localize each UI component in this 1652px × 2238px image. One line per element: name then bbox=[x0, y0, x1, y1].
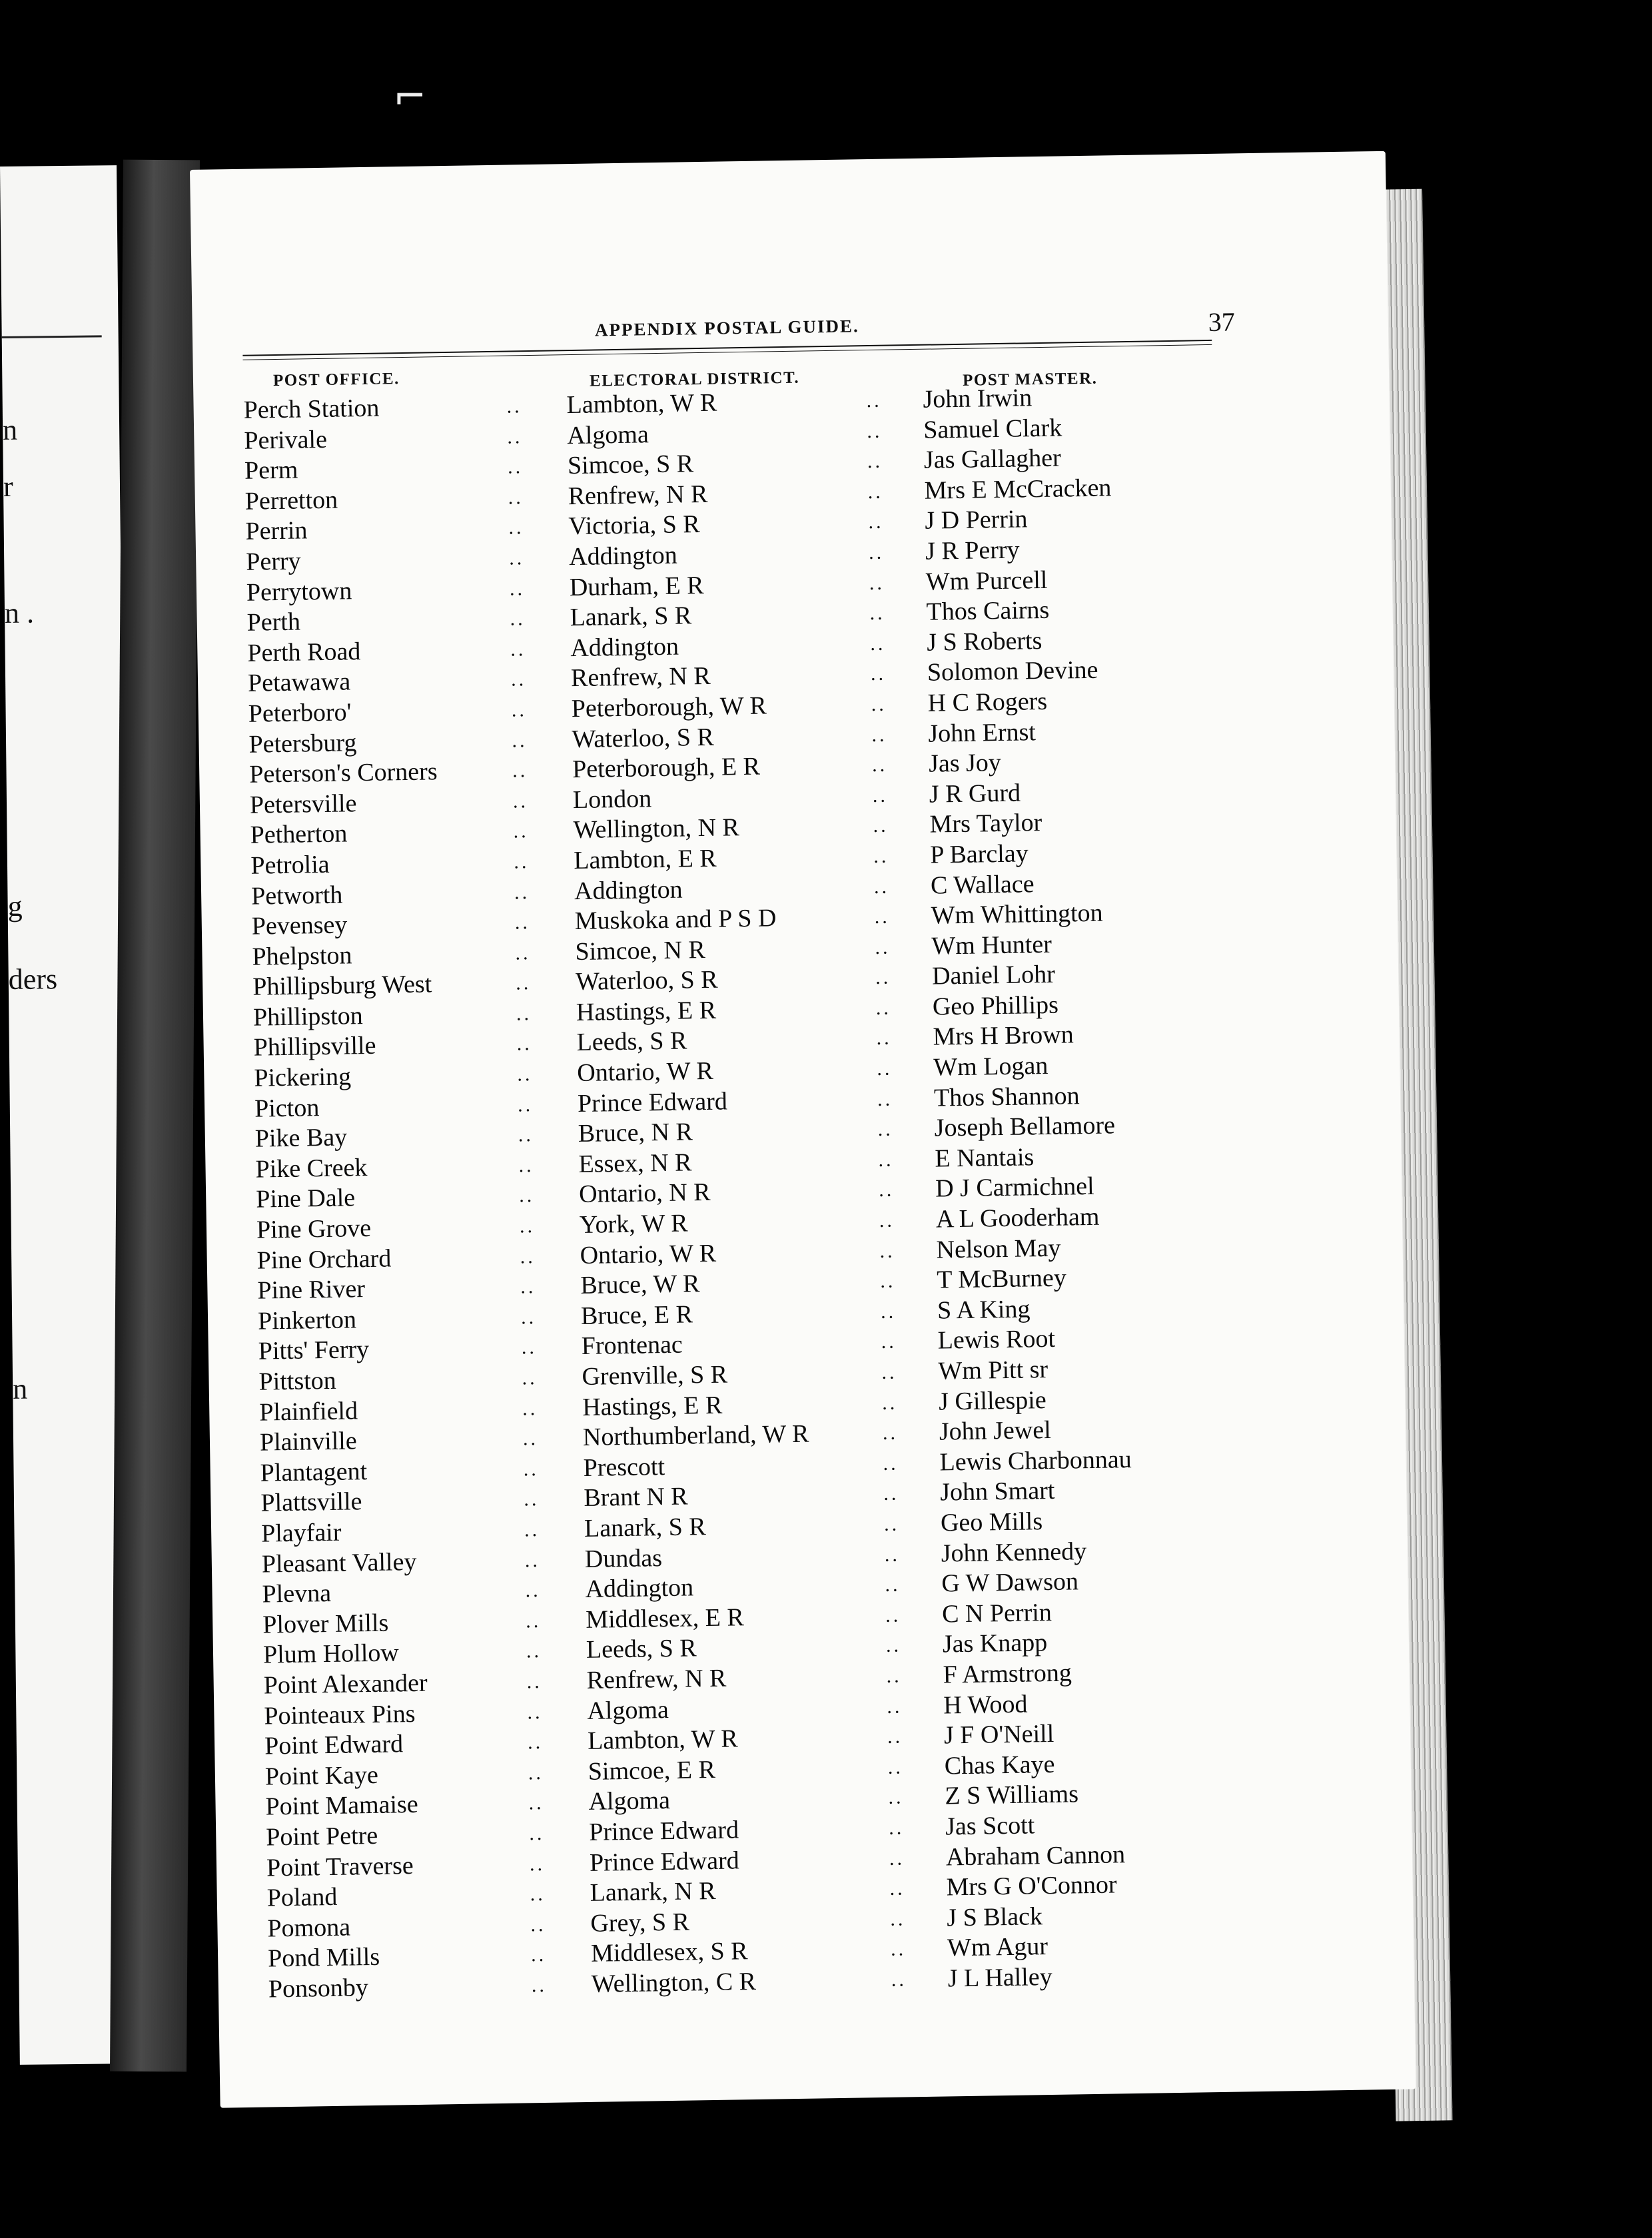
post-master-name: John Jewel bbox=[939, 1416, 1052, 1446]
post-office-name: Petawawa bbox=[247, 667, 351, 698]
previous-page-fragment: ders bbox=[8, 962, 58, 996]
electoral-district: Ontario, W R bbox=[577, 1056, 714, 1088]
leader-dots: .. bbox=[522, 1367, 538, 1389]
post-office-name: Plevna bbox=[262, 1579, 332, 1609]
column-header-post-office: POST OFFICE. bbox=[272, 370, 400, 390]
leader-dots: .. bbox=[881, 1391, 898, 1414]
leader-dots: .. bbox=[872, 784, 889, 807]
electoral-district: Grenville, S R bbox=[582, 1360, 728, 1391]
leader-dots: .. bbox=[514, 911, 531, 934]
leader-dots: .. bbox=[524, 1549, 541, 1571]
electoral-district: Durham, E R bbox=[569, 571, 704, 601]
post-office-name: Plattsville bbox=[260, 1487, 362, 1517]
leader-dots: .. bbox=[889, 1877, 905, 1900]
electoral-district: Prince Edward bbox=[577, 1087, 728, 1118]
leader-dots: .. bbox=[881, 1330, 897, 1353]
page-number: 37 bbox=[1208, 306, 1236, 338]
leader-dots: .. bbox=[524, 1488, 540, 1511]
post-master-name: Wm Whittington bbox=[931, 899, 1103, 930]
leader-dots: .. bbox=[879, 1240, 895, 1262]
electoral-district: Wellington, N R bbox=[573, 813, 740, 845]
post-master-name: H Wood bbox=[943, 1690, 1028, 1720]
electoral-district: Algoma bbox=[588, 1786, 671, 1816]
post-office-name: Pine Grove bbox=[256, 1214, 372, 1244]
post-master-name: John Smart bbox=[940, 1477, 1055, 1507]
leader-dots: .. bbox=[889, 1846, 905, 1870]
electoral-district: York, W R bbox=[579, 1209, 688, 1240]
electoral-district: Simcoe, E R bbox=[588, 1755, 716, 1786]
post-master-name: Jas Scott bbox=[945, 1811, 1035, 1841]
leader-dots: .. bbox=[530, 1944, 547, 1966]
leader-dots: .. bbox=[515, 972, 532, 994]
leader-dots: .. bbox=[879, 1209, 895, 1232]
leader-dots: .. bbox=[870, 663, 887, 685]
post-office-name: Pond Mills bbox=[267, 1943, 380, 1973]
post-office-name: Pinkerton bbox=[257, 1306, 357, 1335]
electoral-district: Renfrew, N R bbox=[570, 662, 711, 693]
leader-dots: .. bbox=[507, 456, 524, 478]
post-office-name: Perivale bbox=[244, 425, 328, 455]
previous-page-fragment: r bbox=[3, 470, 13, 503]
electoral-district: Peterborough, W R bbox=[571, 691, 767, 723]
electoral-district: Muskoka and P S D bbox=[574, 904, 777, 936]
electoral-district: Lambton, W R bbox=[566, 388, 717, 420]
post-master-name: Chas Kaye bbox=[944, 1750, 1055, 1780]
post-master-name: Mrs E McCracken bbox=[924, 474, 1112, 505]
leader-dots: .. bbox=[868, 511, 884, 534]
electoral-district: Lanark, S R bbox=[570, 601, 692, 632]
electoral-district: Prince Edward bbox=[588, 1816, 739, 1846]
electoral-district: Leeds, S R bbox=[576, 1026, 687, 1057]
leader-dots: .. bbox=[523, 1457, 539, 1481]
electoral-district: Addington bbox=[568, 541, 678, 571]
electoral-district: Essex, N R bbox=[578, 1148, 692, 1178]
post-office-name: Plainville bbox=[259, 1427, 357, 1457]
electoral-district: Lanark, N R bbox=[590, 1877, 716, 1907]
post-office-name: Plover Mills bbox=[262, 1609, 389, 1639]
leader-dots: .. bbox=[873, 875, 890, 898]
electoral-district: Algoma bbox=[567, 420, 649, 450]
electoral-district: Addington bbox=[570, 632, 679, 662]
electoral-district: Grey, S R bbox=[590, 1908, 690, 1938]
electoral-district: Bruce, N R bbox=[578, 1118, 693, 1148]
leader-dots: .. bbox=[512, 789, 529, 813]
electoral-district: Lanark, S R bbox=[584, 1513, 707, 1543]
leader-dots: .. bbox=[509, 577, 526, 600]
post-master-name: John Ernst bbox=[928, 717, 1036, 748]
post-office-name: Pickering bbox=[254, 1062, 352, 1092]
leader-dots: .. bbox=[517, 1093, 534, 1116]
electoral-district: Bruce, E R bbox=[580, 1300, 693, 1330]
leader-dots: .. bbox=[881, 1361, 897, 1383]
leader-dots: .. bbox=[878, 1179, 895, 1202]
electoral-district: Prince Edward bbox=[589, 1846, 740, 1877]
leader-dots: .. bbox=[883, 1513, 900, 1535]
post-master-name: Jas Knapp bbox=[942, 1629, 1048, 1659]
electoral-district: Frontenac bbox=[581, 1331, 683, 1361]
post-office-table bbox=[243, 380, 1238, 2005]
leader-dots: .. bbox=[887, 1756, 904, 1778]
leader-dots: .. bbox=[530, 1883, 546, 1906]
leader-dots: .. bbox=[527, 1731, 544, 1754]
leader-dots: .. bbox=[528, 1792, 544, 1814]
post-office-name: Perretton bbox=[244, 486, 338, 516]
leader-dots: .. bbox=[867, 450, 883, 473]
leader-dots: .. bbox=[518, 1184, 535, 1207]
post-master-name: T McBurney bbox=[936, 1264, 1067, 1294]
electoral-district: Hastings, E R bbox=[576, 996, 717, 1026]
leader-dots: .. bbox=[525, 1579, 541, 1602]
post-office-name: Pointeaux Pins bbox=[264, 1699, 416, 1730]
post-office-name: Pomona bbox=[267, 1913, 351, 1943]
post-master-name: Geo Phillips bbox=[932, 990, 1059, 1021]
post-master-name: Wm Agur bbox=[947, 1932, 1048, 1962]
leader-dots: .. bbox=[867, 420, 883, 442]
electoral-district: Waterloo, S R bbox=[575, 965, 718, 996]
post-master-name: John Irwin bbox=[923, 384, 1032, 414]
leader-dots: .. bbox=[877, 1057, 893, 1080]
post-office-name: Petworth bbox=[250, 881, 343, 911]
leader-dots: .. bbox=[885, 1573, 901, 1597]
leader-dots: .. bbox=[519, 1215, 536, 1238]
leader-dots: .. bbox=[507, 425, 523, 448]
post-office-name: Plainfield bbox=[258, 1396, 358, 1427]
post-office-name: Point Petre bbox=[266, 1821, 378, 1852]
post-master-name: G W Dawson bbox=[941, 1567, 1079, 1598]
post-office-name: Pleasant Valley bbox=[261, 1547, 417, 1579]
leader-dots: .. bbox=[883, 1482, 899, 1505]
page bbox=[190, 151, 1416, 2108]
leader-dots: .. bbox=[871, 723, 887, 746]
leader-dots: .. bbox=[510, 637, 526, 661]
leader-dots: .. bbox=[522, 1397, 538, 1419]
leader-dots: .. bbox=[888, 1786, 904, 1809]
post-master-name: P Barclay bbox=[929, 839, 1029, 869]
leader-dots: .. bbox=[883, 1452, 899, 1475]
leader-dots: .. bbox=[508, 486, 524, 509]
electoral-district: Hastings, E R bbox=[582, 1391, 723, 1421]
post-office-name: Plum Hollow bbox=[262, 1639, 400, 1669]
post-office-name: Point Edward bbox=[264, 1730, 404, 1760]
leader-dots: .. bbox=[877, 1088, 893, 1110]
leader-dots: .. bbox=[874, 905, 891, 929]
post-office-name: Playfair bbox=[260, 1518, 342, 1548]
leader-dots: .. bbox=[513, 820, 529, 843]
leader-dots: .. bbox=[522, 1427, 539, 1450]
post-master-name: Joseph Bellamore bbox=[934, 1111, 1116, 1142]
electoral-district: Wellington, C R bbox=[591, 1967, 757, 1998]
leader-dots: .. bbox=[516, 1032, 532, 1055]
leader-dots: .. bbox=[524, 1518, 540, 1541]
post-master-name: Daniel Lohr bbox=[931, 960, 1056, 990]
electoral-district: Simcoe, S R bbox=[567, 450, 694, 480]
electoral-district: Renfrew, N R bbox=[586, 1664, 727, 1694]
post-master-name: H C Rogers bbox=[927, 687, 1048, 717]
column-header-electoral-district: ELECTORAL DISTRICT. bbox=[589, 368, 800, 390]
leader-dots: .. bbox=[506, 395, 522, 418]
leader-dots: .. bbox=[873, 814, 889, 837]
leader-dots: .. bbox=[515, 941, 531, 964]
leader-dots: .. bbox=[891, 1968, 907, 1991]
post-master-name: Mrs G O'Connor bbox=[946, 1870, 1117, 1902]
leader-dots: .. bbox=[876, 1027, 892, 1050]
post-master-name: Jas Joy bbox=[928, 749, 1002, 778]
post-master-name: Wm Purcell bbox=[925, 565, 1048, 596]
post-office-name: Pitts' Ferry bbox=[258, 1335, 370, 1366]
leader-dots: .. bbox=[873, 845, 889, 867]
electoral-district: Leeds, S R bbox=[586, 1634, 697, 1665]
post-master-name: D J Carmichnel bbox=[935, 1172, 1094, 1204]
leader-dots: .. bbox=[887, 1695, 903, 1718]
post-master-name: Thos Cairns bbox=[926, 595, 1050, 626]
post-office-name: Peterson's Corners bbox=[248, 757, 438, 789]
leader-dots: .. bbox=[510, 607, 526, 630]
post-master-name: J L Halley bbox=[947, 1962, 1052, 1993]
electoral-district: Lambton, W R bbox=[587, 1724, 738, 1756]
post-office-name: Point Kaye bbox=[264, 1760, 379, 1791]
post-master-name: Mrs H Brown bbox=[933, 1020, 1074, 1052]
leader-dots: .. bbox=[886, 1665, 902, 1687]
post-master-name: J S Roberts bbox=[926, 626, 1042, 657]
running-head: APPENDIX POSTAL GUIDE. bbox=[594, 316, 859, 340]
electoral-district: Waterloo, S R bbox=[572, 723, 715, 753]
post-office-name: Perth bbox=[246, 607, 301, 637]
leader-dots: .. bbox=[520, 1276, 536, 1298]
post-master-name: Abraham Cannon bbox=[945, 1840, 1126, 1871]
post-office-name: Perm bbox=[244, 456, 298, 485]
leader-dots: .. bbox=[528, 1761, 544, 1784]
post-office-name: Point Mamaise bbox=[265, 1790, 418, 1821]
post-office-name: Perch Station bbox=[243, 394, 380, 424]
post-master-name: Wm Logan bbox=[933, 1051, 1048, 1082]
electoral-district: Middlesex, E R bbox=[585, 1603, 745, 1634]
electoral-district: Prescott bbox=[583, 1452, 665, 1482]
leader-dots: .. bbox=[520, 1306, 537, 1329]
post-office-name: Peterboro' bbox=[248, 698, 352, 728]
leader-dots: .. bbox=[530, 1913, 546, 1936]
post-master-name: Nelson May bbox=[936, 1234, 1061, 1264]
post-office-name: Perry bbox=[245, 547, 301, 576]
leader-dots: .. bbox=[508, 547, 525, 569]
post-office-name: Point Traverse bbox=[266, 1851, 414, 1882]
post-master-name: Wm Pitt sr bbox=[938, 1355, 1048, 1385]
leader-dots: .. bbox=[871, 693, 887, 715]
leader-dots: .. bbox=[508, 516, 524, 539]
previous-page-fragment: n bbox=[12, 1372, 28, 1405]
post-office-name: Poland bbox=[266, 1882, 338, 1912]
leader-dots: .. bbox=[510, 668, 527, 691]
post-master-name: J S Black bbox=[947, 1902, 1043, 1932]
electoral-district: Peterborough, E R bbox=[572, 752, 761, 784]
electoral-district: Ontario, N R bbox=[578, 1178, 711, 1209]
post-master-name: J F O'Neill bbox=[943, 1720, 1054, 1750]
post-office-name: Petersburg bbox=[248, 728, 357, 759]
electoral-district: Bruce, W R bbox=[580, 1270, 700, 1300]
leader-dots: .. bbox=[514, 881, 530, 903]
electoral-district: Northumberland, W R bbox=[582, 1419, 809, 1452]
post-master-name: A L Gooderham bbox=[935, 1202, 1100, 1234]
leader-dots: .. bbox=[870, 632, 886, 655]
leader-dots: .. bbox=[526, 1609, 542, 1633]
leader-dots: .. bbox=[518, 1154, 534, 1177]
leader-dots: .. bbox=[521, 1336, 538, 1359]
leader-dots: .. bbox=[887, 1725, 903, 1748]
electoral-district: Simcoe, N R bbox=[575, 935, 706, 966]
leader-dots: .. bbox=[527, 1700, 543, 1723]
post-office-name: Phillipsville bbox=[253, 1032, 376, 1062]
post-office-name: Plantagent bbox=[260, 1457, 368, 1487]
leader-dots: .. bbox=[514, 851, 530, 873]
post-master-name: Z S Williams bbox=[945, 1780, 1079, 1810]
leader-dots: .. bbox=[880, 1300, 897, 1323]
leader-dots: .. bbox=[888, 1816, 905, 1839]
electoral-district: Brant N R bbox=[584, 1482, 688, 1513]
leader-dots: .. bbox=[882, 1421, 899, 1445]
leader-dots: .. bbox=[526, 1640, 542, 1663]
leader-dots: .. bbox=[875, 996, 892, 1019]
leader-dots: .. bbox=[877, 1118, 894, 1141]
post-master-name: Samuel Clark bbox=[923, 414, 1062, 444]
post-master-name: J Gillespie bbox=[938, 1385, 1046, 1416]
leader-dots: .. bbox=[517, 1063, 533, 1086]
post-office-name: Petersville bbox=[249, 789, 357, 819]
post-office-name: Phillipston bbox=[252, 1001, 364, 1032]
leader-dots: .. bbox=[529, 1822, 545, 1845]
post-office-name: Pevensey bbox=[251, 911, 348, 940]
post-office-name: Point Alexander bbox=[263, 1669, 428, 1700]
post-master-name: C Wallace bbox=[930, 869, 1034, 900]
leader-dots: .. bbox=[871, 753, 888, 777]
electoral-district: Renfrew, N R bbox=[568, 480, 708, 510]
leader-dots: .. bbox=[869, 601, 885, 625]
leader-dots: .. bbox=[529, 1852, 546, 1875]
post-master-name: C N Perrin bbox=[941, 1598, 1052, 1629]
leader-dots: .. bbox=[512, 729, 528, 752]
post-office-name: Perth Road bbox=[247, 637, 361, 667]
post-master-name: F Armstrong bbox=[943, 1659, 1072, 1689]
electoral-district: London bbox=[572, 784, 652, 814]
post-office-name: Pike Creek bbox=[255, 1153, 368, 1184]
post-office-name: Pine Dale bbox=[255, 1184, 356, 1214]
electoral-district: Victoria, S R bbox=[568, 510, 700, 541]
leader-dots: .. bbox=[520, 1245, 536, 1268]
leader-dots: .. bbox=[875, 936, 891, 958]
post-office-name: Petrolia bbox=[250, 850, 330, 880]
post-master-name: S A King bbox=[937, 1295, 1031, 1325]
leader-dots: .. bbox=[875, 966, 891, 989]
post-office-name: Pittston bbox=[258, 1366, 337, 1396]
post-master-name: E Nantais bbox=[935, 1143, 1034, 1173]
post-master-name: J R Perry bbox=[925, 536, 1020, 565]
book-gutter bbox=[110, 160, 200, 2072]
electoral-district: Middlesex, S R bbox=[590, 1937, 748, 1968]
post-master-name: J R Gurd bbox=[929, 779, 1021, 809]
post-office-name: Petherton bbox=[250, 819, 348, 850]
previous-page-fragment: n . bbox=[4, 596, 35, 629]
leader-dots: .. bbox=[885, 1634, 902, 1657]
electoral-district: Addington bbox=[585, 1573, 694, 1604]
leader-dots: .. bbox=[512, 759, 528, 782]
leader-dots: .. bbox=[884, 1543, 901, 1566]
electoral-district: Algoma bbox=[587, 1695, 669, 1725]
leader-dots: .. bbox=[518, 1124, 534, 1146]
electoral-district: Lambton, E R bbox=[574, 844, 717, 875]
leader-dots: .. bbox=[890, 1938, 907, 1961]
leader-dots: .. bbox=[885, 1604, 901, 1627]
post-office-name: Pine Orchard bbox=[256, 1244, 392, 1275]
page-header bbox=[242, 306, 1236, 366]
previous-page-fragment: g bbox=[7, 889, 23, 923]
post-office-name: Pine River bbox=[257, 1275, 366, 1305]
post-master-name: Solomon Devine bbox=[927, 656, 1098, 687]
post-master-name: Lewis Root bbox=[937, 1325, 1056, 1355]
electoral-district: Addington bbox=[574, 875, 683, 905]
post-master-name: Geo Mills bbox=[940, 1507, 1043, 1537]
previous-page-rule bbox=[2, 335, 102, 338]
leader-dots: .. bbox=[878, 1148, 894, 1171]
post-master-name: Wm Hunter bbox=[931, 930, 1052, 960]
post-office-name: Perrytown bbox=[246, 576, 352, 607]
post-master-name: John Kennedy bbox=[941, 1537, 1087, 1568]
post-master-name: J D Perrin bbox=[925, 505, 1028, 536]
post-master-name: Thos Shannon bbox=[933, 1081, 1080, 1112]
leader-dots: .. bbox=[868, 541, 885, 564]
leader-dots: .. bbox=[867, 480, 883, 503]
leader-dots: .. bbox=[516, 1002, 532, 1025]
leader-dots: .. bbox=[890, 1908, 906, 1930]
post-office-name: Phillipsburg West bbox=[252, 970, 432, 1001]
leader-dots: .. bbox=[531, 1974, 548, 1997]
electoral-district: Dundas bbox=[584, 1543, 663, 1573]
post-master-name: Jas Gallagher bbox=[923, 444, 1062, 474]
post-office-name: Phelpston bbox=[252, 941, 352, 971]
post-office-name: Picton bbox=[254, 1093, 320, 1123]
previous-page-fragment: n bbox=[2, 413, 18, 446]
leader-dots: .. bbox=[526, 1670, 542, 1693]
post-office-name: Ponsonby bbox=[268, 1974, 369, 2004]
post-office-name: Pike Bay bbox=[254, 1123, 348, 1153]
corner-mark: ⌐ bbox=[393, 73, 427, 120]
leader-dots: .. bbox=[511, 699, 528, 721]
leader-dots: .. bbox=[866, 389, 882, 412]
leader-dots: .. bbox=[869, 571, 885, 594]
electoral-district: Ontario, W R bbox=[580, 1239, 717, 1270]
post-master-name: Lewis Charbonnau bbox=[939, 1445, 1132, 1477]
leader-dots: .. bbox=[880, 1270, 896, 1293]
post-office-name: Perrin bbox=[245, 516, 308, 546]
post-master-name: Mrs Taylor bbox=[929, 809, 1042, 839]
column-header-post-master: POST MASTER. bbox=[962, 369, 1098, 390]
